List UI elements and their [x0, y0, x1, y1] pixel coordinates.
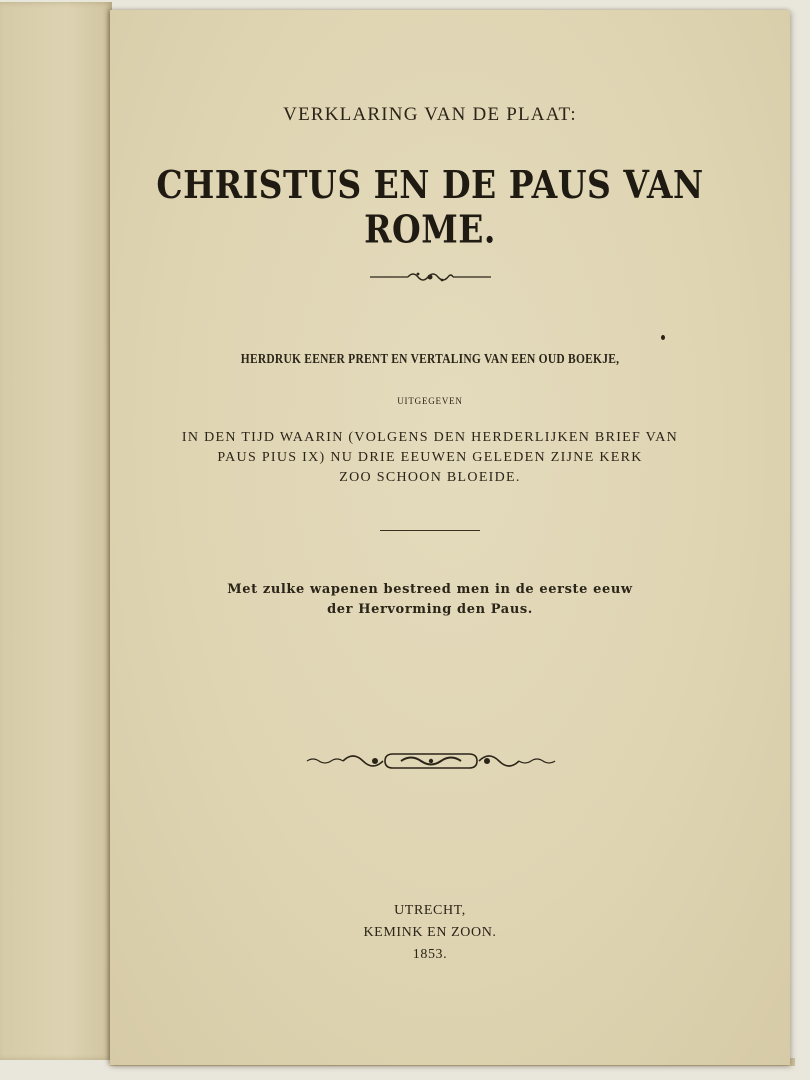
body-line: ZOO SCHOON BLOEIDE.: [339, 470, 521, 485]
page-title: CHRISTUS EN DE PAUS VAN ROME.: [156, 162, 704, 252]
motto-line: Met zulke wapenen bestreed men in de eerste eeuw: [227, 582, 633, 597]
page-heading: VERKLARING VAN DE PLAAT:: [283, 104, 577, 125]
reprint-subtitle: HERDRUK EENER PRENT EN VERTALING VAN EEN OUD BOEKJE,: [240, 352, 620, 367]
divider-rule: [380, 530, 480, 531]
large-ornament-icon: [305, 748, 557, 774]
body-line: PAUS PIUS IX) NU DRIE EEUWEN GELEDEN ZIJNE KERK: [217, 450, 643, 465]
issued-label: UITGEGEVEN: [397, 396, 463, 406]
imprint-city: UTRECHT,: [394, 903, 466, 918]
body-line: IN DEN TIJD WAARIN (VOLGENS DEN HERDERLIJKEN BRIEF VAN: [181, 430, 679, 445]
small-ornament-icon: [368, 270, 493, 284]
motto-line: der Hervorming den Paus.: [327, 602, 533, 617]
facing-page: [0, 2, 112, 1060]
body-text: [110, 428, 750, 488]
imprint: [110, 900, 750, 966]
imprint-year: 1853.: [412, 947, 448, 962]
ink-spot: [661, 335, 665, 340]
motto: [110, 580, 750, 620]
imprint-publisher: KEMINK EN ZOON.: [363, 925, 497, 940]
